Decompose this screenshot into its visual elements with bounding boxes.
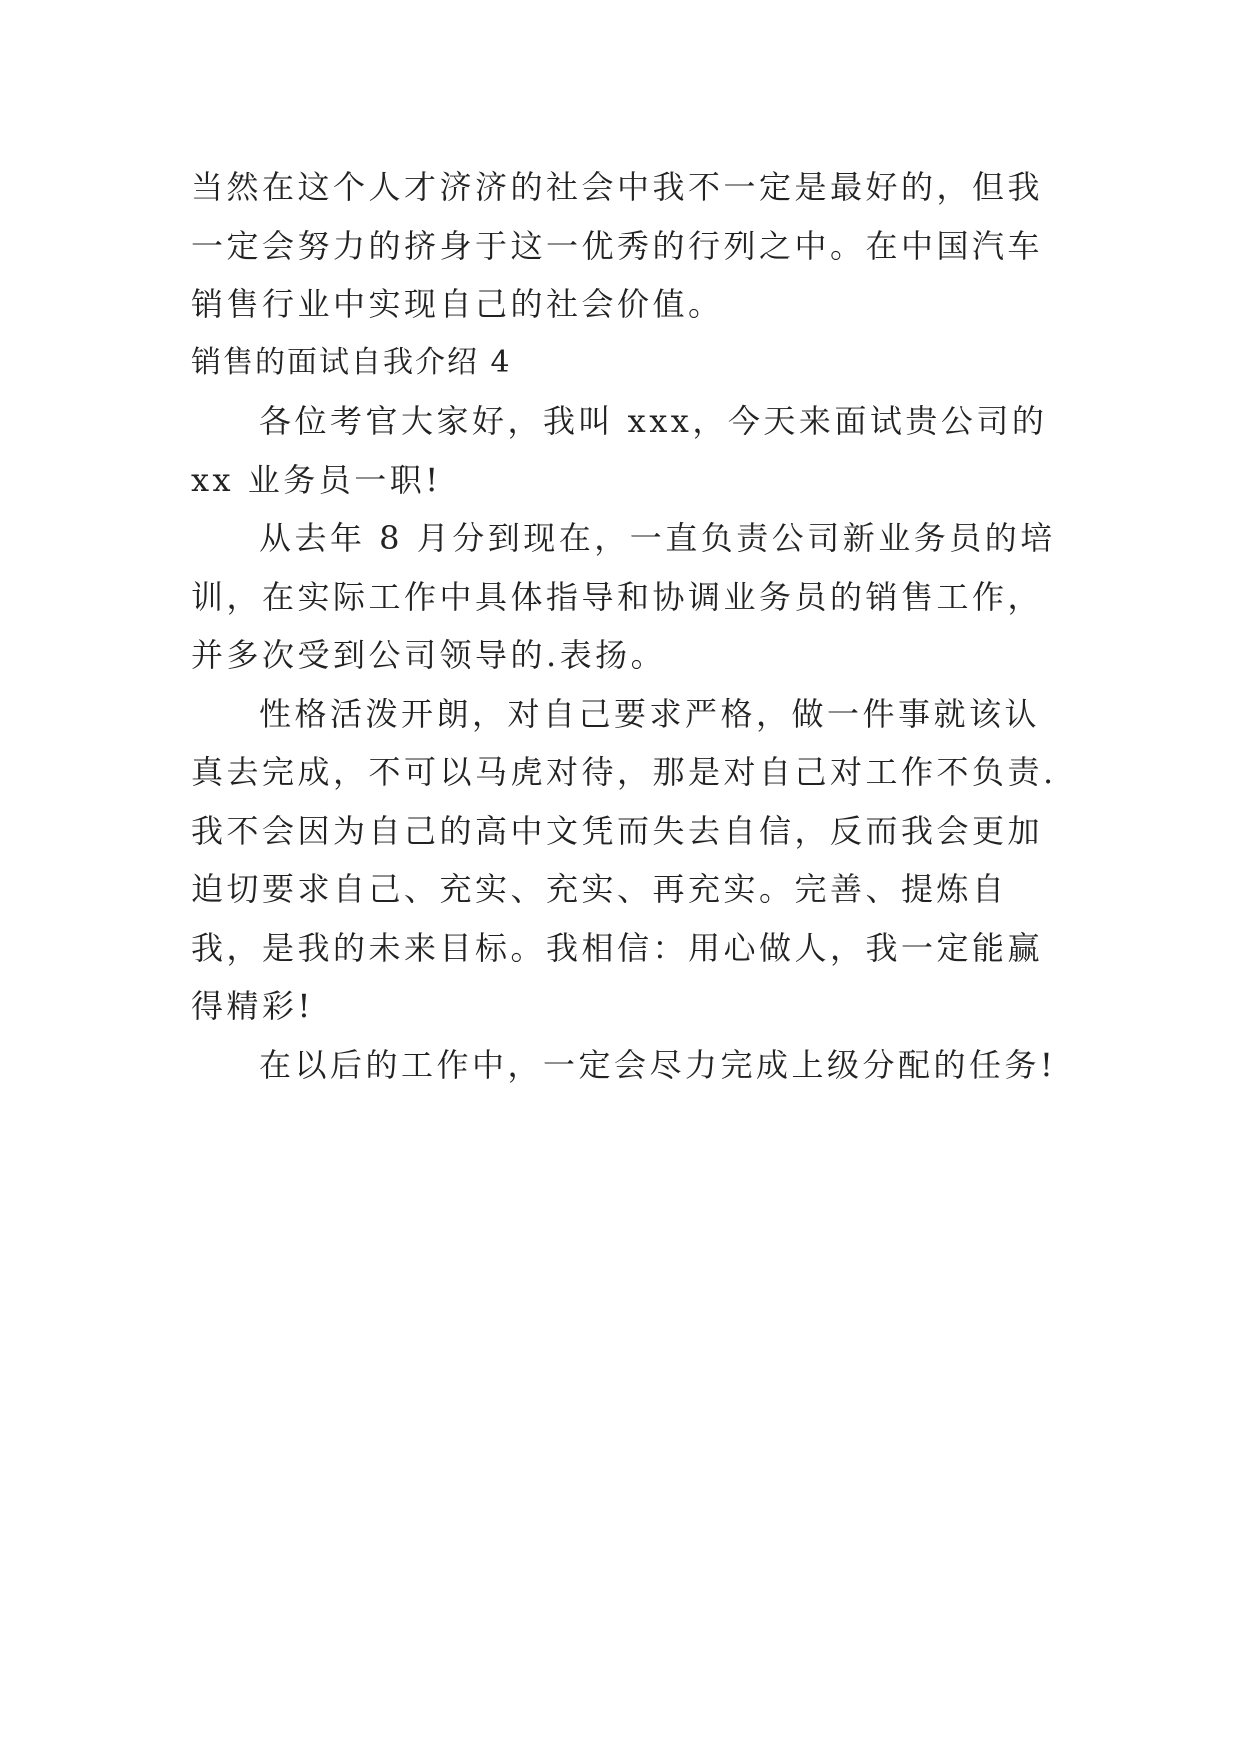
document-body [191,158,1071,1094]
paragraph-greeting: 各位考官大家好，我叫 xxx，今天来面试贵公司的 xx 业务员一职! [191,402,1048,499]
paragraph-personality: 性格活泼开朗，对自己要求严格，做一件事就该认真去完成，不可以马虎对待，那是对自己对工作不负责.我不会因为自己的高中文凭而失去自信，反而我会更加迫切要求自己、充实、充实、再充实。完善、提炼自我，是我的未来目标。我相信：用心做人，我一定能赢得精彩! [191,694,1057,1025]
paragraph-commitment: 在以后的工作中，一定会尽力完成上级分配的任务! [259,1045,1057,1084]
paragraph-closing-remark: 当然在这个人才济济的社会中我不一定是最好的，但我一定会努力的挤身于这一优秀的行列之中。在中国汽车销售行业中实现自己的社会价值。 [191,168,1044,323]
paragraph-experience: 从去年 8 月分到现在，一直负责公司新业务员的培训，在实际工作中具体指导和协调业务员的销售工作，并多次受到公司领导的.表扬。 [191,519,1056,674]
section-heading: 销售的面试自我介绍 4 [191,344,512,380]
